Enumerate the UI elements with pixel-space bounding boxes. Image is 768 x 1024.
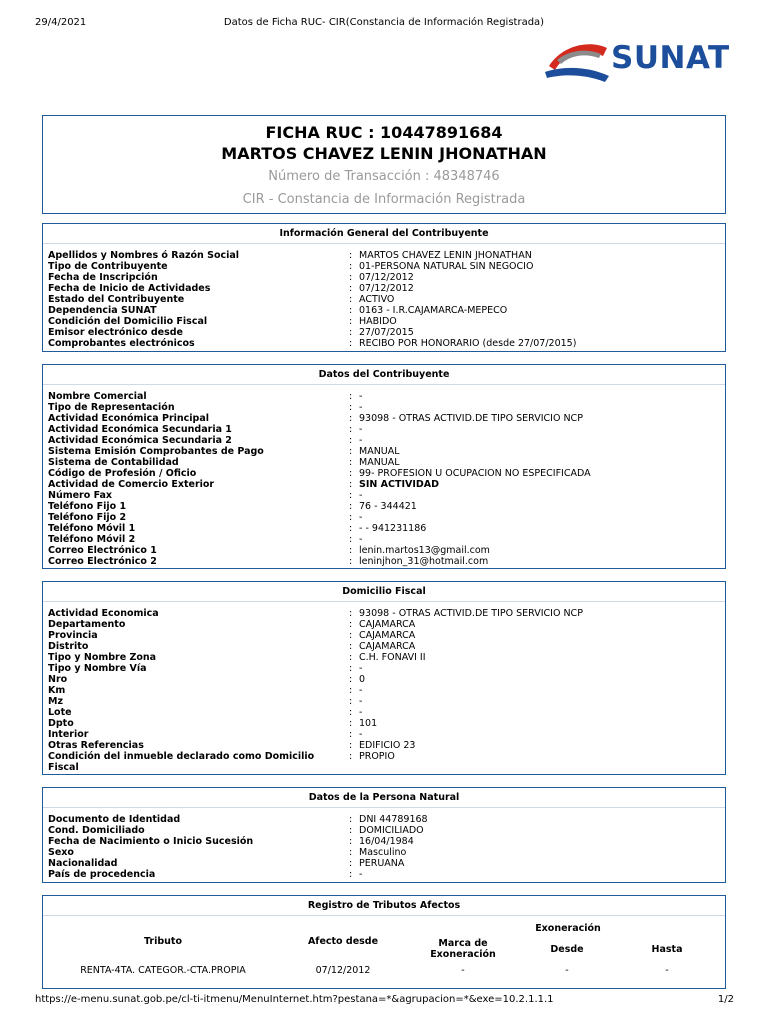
- field-value: 01-PERSONA NATURAL SIN NEGOCIO: [359, 261, 534, 272]
- field-value: DOMICILIADO: [359, 825, 424, 836]
- field-value: -: [359, 696, 363, 707]
- field-row: Actividad Economica : 93098 - OTRAS ACTIVID.DE TIPO SERVICIO NCP: [48, 608, 583, 619]
- field-label: Estado del Contribuyente: [48, 294, 185, 305]
- field-row: Sistema de Contabilidad : MANUAL: [48, 457, 400, 468]
- field-row: Documento de Identidad : DNI 44789168: [48, 814, 428, 825]
- field-value: 0163 - I.R.CAJAMARCA-MEPECO: [359, 305, 508, 316]
- field-value: HABIDO: [359, 316, 397, 327]
- field-value: MANUAL: [359, 457, 400, 468]
- field-label: Condición del Domicilio Fiscal: [48, 316, 208, 327]
- field-label: Nacionalidad: [48, 858, 118, 869]
- field-label: Correo Electrónico 2: [48, 556, 157, 567]
- marca-cell: -: [461, 965, 465, 976]
- field-label: Teléfono Fijo 2: [48, 512, 127, 523]
- print-footer: [0, 994, 768, 1008]
- field-label: Apellidos y Nombres ó Razón Social: [48, 250, 240, 261]
- field-value: -: [359, 435, 363, 446]
- hasta-cell: -: [665, 965, 669, 976]
- field-label: Teléfono Fijo 1: [48, 501, 127, 512]
- field-value: 27/07/2015: [359, 327, 414, 338]
- field-value: 76 - 344421: [359, 501, 417, 512]
- section-title: Domicilio Fiscal: [43, 582, 725, 602]
- field-value: lenin.martos13@gmail.com: [359, 545, 490, 556]
- field-row: Apellidos y Nombres ó Razón Social : MARTOS CHAVEZ LENIN JHONATHAN: [48, 250, 532, 261]
- field-row: Teléfono Móvil 2 : -: [48, 534, 363, 545]
- field-value: 0: [359, 674, 366, 685]
- field-value: 07/12/2012: [359, 272, 414, 283]
- field-value: RECIBO POR HONORARIO (desde 27/07/2015): [359, 338, 577, 349]
- field-row: Fecha de Inicio de Actividades : 07/12/2012: [48, 283, 414, 294]
- field-label: Teléfono Móvil 1: [48, 523, 136, 534]
- field-value: -: [359, 729, 363, 740]
- field-value: -: [359, 391, 363, 402]
- field-value: 99- PROFESION U OCUPACION NO ESPECIFICADA: [359, 468, 591, 479]
- field-label: Actividad Económica Secundaria 2: [48, 435, 232, 446]
- field-value: DNI 44789168: [359, 814, 428, 825]
- page-number: 1/2: [717, 994, 734, 1005]
- field-row: Actividad Económica Secundaria 2 : -: [48, 435, 363, 446]
- field-label: Actividad Económica Principal: [48, 413, 210, 424]
- field-value: 07/12/2012: [359, 283, 414, 294]
- field-value: -: [359, 685, 363, 696]
- field-label: Mz: [48, 696, 63, 707]
- field-value: C.H. FONAVI II: [359, 652, 426, 663]
- field-value: PERUANA: [359, 858, 405, 869]
- field-row: Tipo de Representación : -: [48, 402, 363, 413]
- field-row: Dpto : 101: [48, 718, 378, 729]
- section-title: Registro de Tributos Afectos: [43, 896, 725, 916]
- field-label: Nombre Comercial: [48, 391, 147, 402]
- field-label: Tipo de Contribuyente: [48, 261, 168, 272]
- ficha-header: [42, 115, 726, 214]
- field-value: MANUAL: [359, 446, 400, 457]
- field-row: Departamento : CAJAMARCA: [48, 619, 416, 630]
- field-row: Mz : -: [48, 696, 363, 707]
- field-value: 93098 - OTRAS ACTIVID.DE TIPO SERVICIO NCP: [359, 413, 583, 424]
- transaction-number: Número de Transacción : 48348746: [268, 169, 500, 184]
- field-label: Km: [48, 685, 66, 696]
- field-label: Correo Electrónico 1: [48, 545, 157, 556]
- field-row: Nro : 0: [48, 674, 366, 685]
- field-row: Tipo de Contribuyente : 01-PERSONA NATURAL SIN NEGOCIO: [48, 261, 534, 272]
- field-row: Actividad de Comercio Exterior : SIN ACTIVIDAD: [48, 479, 439, 490]
- field-label: Nro: [48, 674, 68, 685]
- field-row: Tipo y Nombre Vía : -: [48, 663, 363, 674]
- section-title: Datos del Contribuyente: [43, 365, 725, 385]
- print-date: 29/4/2021: [35, 17, 87, 28]
- field-value: leninjhon_31@hotmail.com: [359, 556, 489, 567]
- field-row: Teléfono Móvil 1 : - - 941231186: [48, 523, 427, 534]
- field-label: Sistema de Contabilidad: [48, 457, 179, 468]
- field-label: Dpto: [48, 718, 74, 729]
- field-row: Estado del Contribuyente : ACTIVO: [48, 294, 395, 305]
- field-row: Teléfono Fijo 1 : 76 - 344421: [48, 501, 417, 512]
- ruc-title: FICHA RUC : 10447891684: [265, 123, 503, 142]
- section-datos-contribuyente: [42, 364, 726, 569]
- field-label: Fecha de Inscripción: [48, 272, 158, 283]
- field-row: Correo Electrónico 2 : leninjhon_31@hotmail.com: [48, 556, 489, 567]
- sunat-logo-icon: [543, 36, 613, 84]
- sunat-logo-text: SUNAT: [611, 40, 730, 76]
- field-label: País de procedencia: [48, 869, 156, 880]
- field-value: 101: [359, 718, 378, 729]
- field-label: Actividad de Comercio Exterior: [48, 479, 215, 490]
- sunat-logo: [543, 36, 730, 84]
- field-label: Departamento: [48, 619, 126, 630]
- cir-subtitle: CIR - Constancia de Información Registrada: [242, 192, 526, 207]
- field-value: -: [359, 424, 363, 435]
- field-row: Emisor electrónico desde : 27/07/2015: [48, 327, 414, 338]
- field-row: Dependencia SUNAT : 0163 - I.R.CAJAMARCA-MEPECO: [48, 305, 508, 316]
- field-value: CAJAMARCA: [359, 641, 416, 652]
- print-title: Datos de Ficha RUC- CIR(Constancia de Información Registrada): [223, 17, 545, 28]
- field-row: Actividad Económica Secundaria 1 : -: [48, 424, 363, 435]
- field-row: Nacionalidad : PERUANA: [48, 858, 405, 869]
- tributo-cell: RENTA-4TA. CATEGOR.-CTA.PROPIA: [80, 965, 246, 976]
- field-row: Código de Profesión / Oficio : 99- PROFESION U OCUPACION NO ESPECIFICADA: [48, 468, 591, 479]
- field-label: Comprobantes electrónicos: [48, 338, 195, 349]
- field-value: MARTOS CHAVEZ LENIN JHONATHAN: [359, 250, 532, 261]
- field-row: Interior : -: [48, 729, 363, 740]
- field-label: Distrito: [48, 641, 89, 652]
- field-row: Nombre Comercial : -: [48, 391, 363, 402]
- field-row: Tipo y Nombre Zona : C.H. FONAVI II: [48, 652, 426, 663]
- col-header-exoneracion: Exoneración: [535, 923, 601, 934]
- col-header-tributo: Tributo: [143, 936, 182, 947]
- print-url: https://e-menu.sunat.gob.pe/cl-ti-itmenu/MenuInternet.htm?pestana=*&agrupacion=*&exe=10.2.1.1.1: [35, 994, 554, 1005]
- field-label: Tipo y Nombre Vía: [48, 663, 147, 674]
- field-value: 16/04/1984: [359, 836, 414, 847]
- section-title: Datos de la Persona Natural: [43, 788, 725, 808]
- field-label: Documento de Identidad: [48, 814, 181, 825]
- field-row: Fecha de Inscripción : 07/12/2012: [48, 272, 414, 283]
- field-label: Provincia: [48, 630, 98, 641]
- field-row: Correo Electrónico 1 : lenin.martos13@gmail.com: [48, 545, 490, 556]
- field-label: Actividad Económica Secundaria 1: [48, 424, 232, 435]
- desde-cell: -: [565, 965, 569, 976]
- field-value: -: [359, 402, 363, 413]
- field-label: Teléfono Móvil 2: [48, 534, 136, 545]
- field-row: Otras Referencias : EDIFICIO 23: [48, 740, 416, 751]
- field-value: -: [359, 512, 363, 523]
- field-label: Tipo de Representación: [48, 402, 175, 413]
- field-value: PROPIO: [359, 751, 395, 762]
- field-label: Fecha de Inicio de Actividades: [48, 283, 211, 294]
- field-value: SIN ACTIVIDAD: [359, 479, 439, 490]
- section-persona-natural: [42, 787, 726, 883]
- section-title: Información General del Contribuyente: [43, 224, 725, 244]
- field-label: Código de Profesión / Oficio: [48, 468, 197, 479]
- field-row: Sexo : Masculino: [48, 847, 407, 858]
- field-value: -: [359, 490, 363, 501]
- field-row: Distrito : CAJAMARCA: [48, 641, 416, 652]
- field-label: Otras Referencias: [48, 740, 144, 751]
- field-list: [48, 250, 718, 349]
- field-value: -: [359, 663, 363, 674]
- field-label: Interior: [48, 729, 89, 740]
- field-label: Emisor electrónico desde: [48, 327, 183, 338]
- field-label: Lote: [48, 707, 72, 718]
- field-row: Km : -: [48, 685, 363, 696]
- field-row: Fecha de Nacimiento o Inicio Sucesión : 16/04/1984: [48, 836, 414, 847]
- col-header-desde: Desde: [550, 944, 584, 955]
- field-row: Provincia : CAJAMARCA: [48, 630, 416, 641]
- field-label: Actividad Economica: [48, 608, 159, 619]
- field-label: Cond. Domiciliado: [48, 825, 145, 836]
- section-general-info: [42, 223, 726, 352]
- field-value: CAJAMARCA: [359, 630, 416, 641]
- field-value: CAJAMARCA: [359, 619, 416, 630]
- field-label: Condición del inmueble declarado como Domicilio Fiscal: [48, 751, 315, 773]
- field-value: EDIFICIO 23: [359, 740, 416, 751]
- field-label: Tipo y Nombre Zona: [48, 652, 157, 663]
- field-label: Número Fax: [48, 490, 113, 501]
- field-label: Fecha de Nacimiento o Inicio Sucesión: [48, 836, 254, 847]
- field-list: [48, 391, 718, 567]
- section-domicilio-fiscal: [42, 581, 726, 775]
- field-row: País de procedencia : -: [48, 869, 363, 880]
- field-row: Teléfono Fijo 2 : -: [48, 512, 363, 523]
- print-header: [0, 17, 768, 31]
- field-value: Masculino: [359, 847, 407, 858]
- col-header-afecto-desde: Afecto desde: [307, 936, 379, 947]
- section-tributos: [42, 895, 726, 989]
- col-header-marca: Marca de Exoneración: [430, 938, 496, 960]
- field-label: Sexo: [48, 847, 74, 858]
- field-row: Cond. Domiciliado : DOMICILIADO: [48, 825, 424, 836]
- field-value: - - 941231186: [359, 523, 427, 534]
- field-value: -: [359, 869, 363, 880]
- taxpayer-name: MARTOS CHAVEZ LENIN JHONATHAN: [221, 144, 547, 163]
- field-row: Condición del inmueble declarado como Domicilio Fiscal : PROPIO: [48, 751, 395, 773]
- field-value: -: [359, 534, 363, 545]
- field-row: Número Fax : -: [48, 490, 363, 501]
- field-row: Sistema Emisión Comprobantes de Pago : MANUAL: [48, 446, 400, 457]
- field-value: 93098 - OTRAS ACTIVID.DE TIPO SERVICIO NCP: [359, 608, 583, 619]
- field-value: ACTIVO: [359, 294, 395, 305]
- col-header-hasta: Hasta: [651, 944, 683, 955]
- field-value: -: [359, 707, 363, 718]
- field-row: Comprobantes electrónicos : RECIBO POR HONORARIO (desde 27/07/2015): [48, 338, 577, 349]
- afecto-cell: 07/12/2012: [315, 965, 371, 976]
- field-label: Dependencia SUNAT: [48, 305, 157, 316]
- field-label: Sistema Emisión Comprobantes de Pago: [48, 446, 264, 457]
- field-row: Condición del Domicilio Fiscal : HABIDO: [48, 316, 397, 327]
- field-list: [48, 814, 718, 880]
- field-row: Actividad Económica Principal : 93098 - OTRAS ACTIVID.DE TIPO SERVICIO NCP: [48, 413, 583, 424]
- field-row: Lote : -: [48, 707, 363, 718]
- field-list: [48, 608, 718, 773]
